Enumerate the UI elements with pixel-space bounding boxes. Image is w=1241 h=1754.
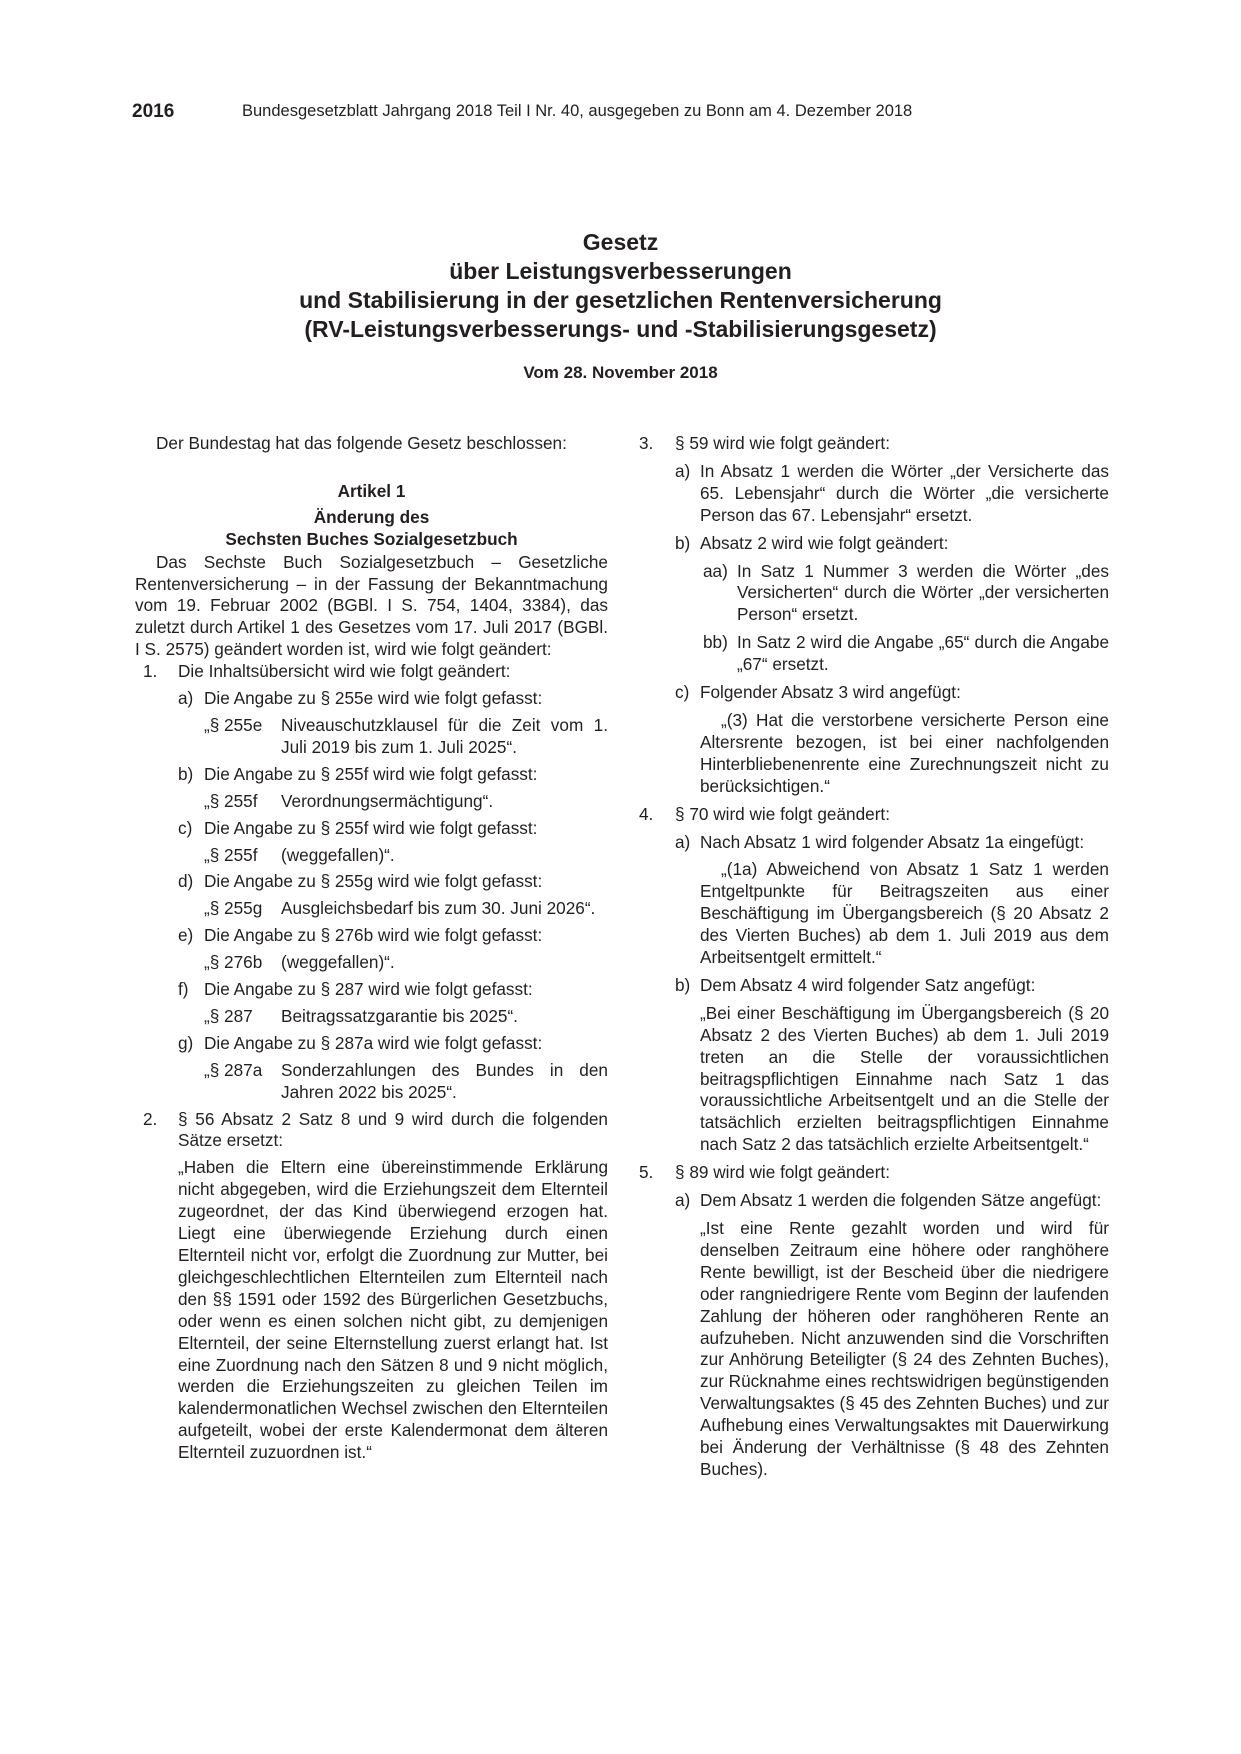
sub-item-text: In Absatz 1 werden die Wörter „der Versicherte das 65. Lebensjahr“ durch die Wörter „die versicherte Person das 67. Lebensjahr“ ersetzt. [700, 460, 1109, 525]
title-line-1: Gesetz [582, 229, 659, 255]
item-text: § 59 wird wie folgt geändert: [675, 433, 890, 453]
quoted-text: „Haben die Eltern eine übereinstimmende Erklärung nicht abgegeben, wird die Erziehungszeit dem Elternteil zugeordnet, der das Kind überwiegend erzogen hat. Liegt eine überwiegende Erziehung durch einen Elternteil nicht vor, erfolgt die Zuordnung zur Mutter, bei gleichgeschlechtlichen Elternteilen zum Elternteil nach den §§ 1591 oder 1592 des Bürgerlichen Gesetzbuchs, oder wenn es einen solchen nicht gibt, zu demjenigen Elternteil, der seine Elternstellung zuerst erlangt hat. Ist eine Zuordnung nach den Sätzen 8 und 9 nicht möglich, werden die Erziehungszeiten zu gleichen Teilen im kalendermonatlichen Wechsel zwischen den Elternteilen aufgeteilt, wobei der erste Kalendermonat dem älteren Elternteil zuzuordnen ist.“ [178, 1157, 608, 1463]
title-line-3: und Stabilisierung in der gesetzlichen Rentenversicherung [299, 287, 942, 313]
sub-sub-item-aa [637, 561, 1109, 627]
sub-item-label: d) [178, 871, 194, 892]
list-item-4 [637, 804, 1109, 826]
sub-item-text: Die Angabe zu § 255f wird wie folgt gefasst: [204, 763, 538, 784]
sub-item-text: Die Angabe zu § 287a wird wie folgt gefasst: [204, 1032, 543, 1053]
sub-item-label: b) [178, 763, 194, 784]
sub-item-label: c) [178, 817, 193, 838]
item-number: 5. [639, 1162, 654, 1183]
sub-item-1b [135, 764, 608, 786]
section-number: „§ 255e [204, 714, 263, 735]
preamble-paragraph: Das Sechste Buch Sozialgesetzbuch – Gesetzliche Rentenversicherung – in der Fassung der Bekanntmachung vom 19. Februar 2002 (BGBl. I S. 754, 1404, 3384), das zuletzt durch Artikel 1 des Gesetzes vom 17. Juli 2017 (BGBl. I S. 2575) geändert worden ist, wird wie folgt geändert: [135, 551, 608, 660]
sub-item-1d [135, 871, 608, 893]
sub-item-label: g) [178, 1032, 194, 1053]
article-heading: Artikel 1 [337, 480, 406, 501]
sub-item-text: Absatz 2 wird wie folgt geändert: [700, 532, 949, 553]
sub-item-label: e) [178, 925, 194, 946]
sub-item-text: Nach Absatz 1 wird folgender Absatz 1a eingefügt: [700, 831, 1085, 852]
section-number: „§ 255f [204, 790, 258, 811]
left-column [135, 433, 608, 1464]
intro-paragraph: Der Bundestag hat das folgende Gesetz beschlossen: [156, 433, 567, 453]
sub-item-3b [637, 533, 1109, 555]
law-date: Vom 28. November 2018 [523, 363, 718, 382]
quoted-text: „Bei einer Beschäftigung im Übergangsbereich (§ 20 Absatz 2 des Vierten Buches) ab dem 1. Juli 2019 treten an die Stelle der voraussichtlichen beitragspflichtigen Einnahme nach Satz 1 das voraussichtliche Arbeitsentgelt und an die Stelle der tatsächlich erzielten beitragspflichtigen Einnahme nach Satz 2 das tatsächlich erzielte Arbeitsentgelt.“ [700, 1002, 1109, 1155]
section-entry-287 [204, 1006, 608, 1028]
page-header [132, 101, 1012, 125]
sub-item-3c [637, 682, 1109, 704]
sub-item-text: Dem Absatz 1 werden die folgenden Sätze angefügt: [700, 1190, 1102, 1211]
sub-item-3a [637, 461, 1109, 527]
sub-item-label: a) [675, 831, 691, 852]
section-entry-255g [204, 898, 608, 920]
sub-item-text: Die Angabe zu § 287 wird wie folgt gefasst: [204, 979, 533, 1000]
item-number: 4. [639, 803, 654, 824]
page-number: 2016 [132, 101, 175, 122]
law-title [0, 228, 1241, 344]
list-item-2 [135, 1109, 608, 1153]
section-text: Verordnungsermächtigung“. [281, 790, 494, 811]
sub-item-text: Die Angabe zu § 276b wird wie folgt gefasst: [204, 925, 543, 946]
quoted-text: „(3) Hat die verstorbene versicherte Person eine Altersrente bezogen, ist bei einer nachfolgenden Hinterbliebenenrente eine Zurechnungszeit nicht zu berücksichtigen.“ [700, 709, 1109, 796]
item-number: 2. [143, 1108, 158, 1129]
section-entry-255e [204, 715, 608, 759]
running-title: Bundesgesetzblatt Jahrgang 2018 Teil I Nr. 40, ausgegeben zu Bonn am 4. Dezember 2018 [242, 102, 913, 120]
sub-item-1c [135, 818, 608, 840]
sub-sub-item-text: In Satz 1 Nummer 3 werden die Wörter „des Versicherten“ durch die Wörter „der versicherten Person“ ersetzt. [737, 560, 1109, 625]
section-text: (weggefallen)“. [281, 844, 395, 865]
title-line-4: (RV-Leistungsverbesserungs- und -Stabilisierungsgesetz) [304, 316, 937, 342]
section-text: Niveauschutzklausel für die Zeit vom 1. Juli 2019 bis zum 1. Juli 2025“. [281, 714, 608, 757]
list-item-3 [637, 433, 1109, 455]
sub-item-label: f) [178, 979, 189, 1000]
section-text: Sonderzahlungen des Bundes in den Jahren 2022 bis 2025“. [281, 1059, 608, 1102]
section-text: (weggefallen)“. [281, 952, 395, 973]
section-text: Beitragssatzgarantie bis 2025“. [281, 1005, 518, 1026]
right-column [637, 433, 1109, 1481]
sub-item-1e [135, 925, 608, 947]
sub-sub-item-bb [637, 632, 1109, 676]
sub-item-1f [135, 979, 608, 1001]
article-subheading-2: Sechsten Buches Sozialgesetzbuch [225, 528, 518, 549]
article-subheading-1: Änderung des [313, 506, 430, 527]
sub-item-label: a) [675, 460, 691, 481]
sub-item-text: Dem Absatz 4 wird folgender Satz angefügt: [700, 974, 1036, 995]
section-number: „§ 255f [204, 844, 258, 865]
quoted-text: „Ist eine Rente gezahlt worden und wird für denselben Zeitraum eine höhere oder ranghöhere Rente bewilligt, ist der Bescheid über die niedrigere oder rangniedrigere Rente vom Beginn der laufenden Zahlung der höheren oder ranghöheren Rente an aufzuheben. Nicht anzuwenden sind die Vorschriften zur Anhörung Beteiligter (§ 24 des Zehnten Buches), zur Rücknahme eines rechtswidrigen begünstigenden Verwaltungsaktes (§ 45 des Zehnten Buches) und zur Aufhebung eines Verwaltungsaktes mit Dauerwirkung bei Änderung der Verhältnisse (§ 48 des Zehnten Buches). [700, 1218, 1109, 1479]
section-number: „§ 276b [204, 952, 263, 973]
sub-item-label: b) [675, 974, 691, 995]
quoted-text: „(1a) Abweichend von Absatz 1 Satz 1 werden Entgeltpunkte für Beitragszeiten aus einer Beschäftigung im Übergangsbereich (§ 20 Absatz 2 des Vierten Buches) ab dem 1. Juli 2019 aus dem Arbeitsentgelt ermittelt.“ [700, 859, 1109, 968]
sub-item-4a [637, 832, 1109, 854]
section-number: „§ 287 [204, 1005, 253, 1026]
section-entry-255f [204, 791, 608, 813]
section-entry-276b [204, 952, 608, 974]
section-text: Ausgleichsbedarf bis zum 30. Juni 2026“. [281, 898, 596, 919]
sub-item-label: b) [675, 532, 691, 553]
sub-item-5a [637, 1190, 1109, 1212]
list-item-1 [135, 661, 608, 683]
section-number: „§ 255g [204, 898, 263, 919]
sub-item-label: a) [178, 688, 194, 709]
sub-item-text: Die Angabe zu § 255g wird wie folgt gefasst: [204, 871, 543, 892]
title-line-2: über Leistungsverbesserungen [449, 258, 792, 284]
sub-sub-item-label: aa) [703, 560, 728, 581]
item-text: § 56 Absatz 2 Satz 8 und 9 wird durch die folgenden Sätze ersetzt: [178, 1108, 608, 1151]
sub-item-1a [135, 688, 608, 710]
sub-item-text: Die Angabe zu § 255f wird wie folgt gefasst: [204, 817, 538, 838]
sub-sub-item-label: bb) [703, 632, 728, 653]
sub-item-text: Folgender Absatz 3 wird angefügt: [700, 682, 961, 703]
sub-item-label: a) [675, 1190, 691, 1211]
section-entry-287a [204, 1060, 608, 1104]
item-text: § 89 wird wie folgt geändert: [675, 1162, 890, 1183]
item-text: § 70 wird wie folgt geändert: [675, 803, 890, 824]
item-number: 3. [639, 433, 654, 453]
section-number: „§ 287a [204, 1059, 263, 1080]
item-number: 1. [143, 661, 158, 682]
sub-item-4b [637, 975, 1109, 997]
list-item-5 [637, 1162, 1109, 1184]
section-entry-255f-2 [204, 845, 608, 867]
sub-item-text: Die Angabe zu § 255e wird wie folgt gefasst: [204, 688, 543, 709]
sub-item-label: c) [675, 682, 690, 703]
sub-item-1g [135, 1033, 608, 1055]
item-text: Die Inhaltsübersicht wird wie folgt geändert: [178, 661, 511, 682]
sub-sub-item-text: In Satz 2 wird die Angabe „65“ durch die Angabe „67“ ersetzt. [737, 632, 1109, 675]
